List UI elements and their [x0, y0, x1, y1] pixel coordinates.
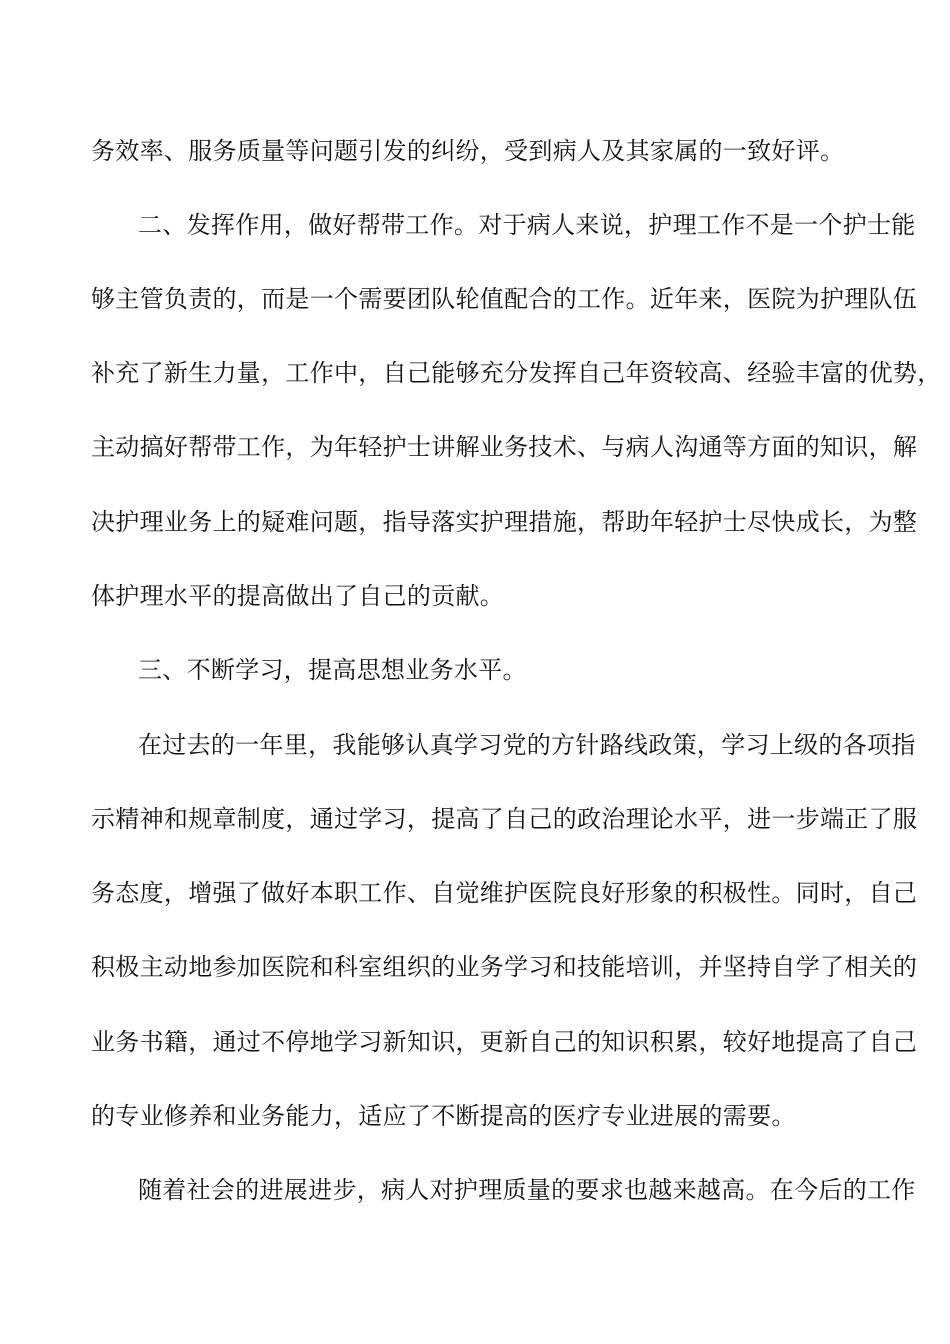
text-line-10: 示精神和规章制度，通过学习，提高了自己的政治理论水平，进一步端正了服 [91, 805, 918, 833]
text-line-15: 随着社会的进展进步，病人对护理质量的要求也越来越高。在今后的工作 [138, 1176, 916, 1204]
text-line-2: 二、发挥作用，做好帮带工作。对于病人来说，护理工作不是一个护士能 [138, 211, 916, 239]
text-line-9: 在过去的一年里，我能够认真学习党的方针路线政策，学习上级的各项指 [138, 731, 916, 759]
text-line-1: 务效率、服务质量等问题引发的纠纷，受到病人及其家属的一致好评。 [91, 137, 845, 165]
text-line-3: 够主管负责的，而是一个需要团队轮值配合的工作。近年来，医院为护理队伍 [91, 285, 918, 313]
text-line-7: 体护理水平的提高做出了自己的贡献。 [91, 582, 505, 610]
section-heading-3: 三、不断学习，提高思想业务水平。 [138, 656, 527, 684]
text-line-6: 决护理业务上的疑难问题，指导落实护理措施，帮助年轻护士尽快成长，为整 [91, 508, 918, 536]
text-line-4: 补充了新生力量，工作中，自己能够充分发挥自己年资较高、经验丰富的优势， [91, 359, 942, 387]
text-line-5: 主动搞好帮带工作，为年轻护士讲解业务技术、与病人沟通等方面的知识，解 [91, 433, 918, 461]
text-line-14: 的专业修养和业务能力，适应了不断提高的医疗专业进展的需要。 [91, 1102, 796, 1130]
text-line-12: 积极主动地参加医院和科室组织的业务学习和技能培训，并坚持自学了相关的 [91, 953, 918, 981]
text-line-13: 业务书籍，通过不停地学习新知识，更新自己的知识积累，较好地提高了自己 [91, 1028, 918, 1056]
text-line-11: 务态度，增强了做好本职工作、自觉维护医院良好形象的积极性。同时，自己 [91, 879, 918, 907]
